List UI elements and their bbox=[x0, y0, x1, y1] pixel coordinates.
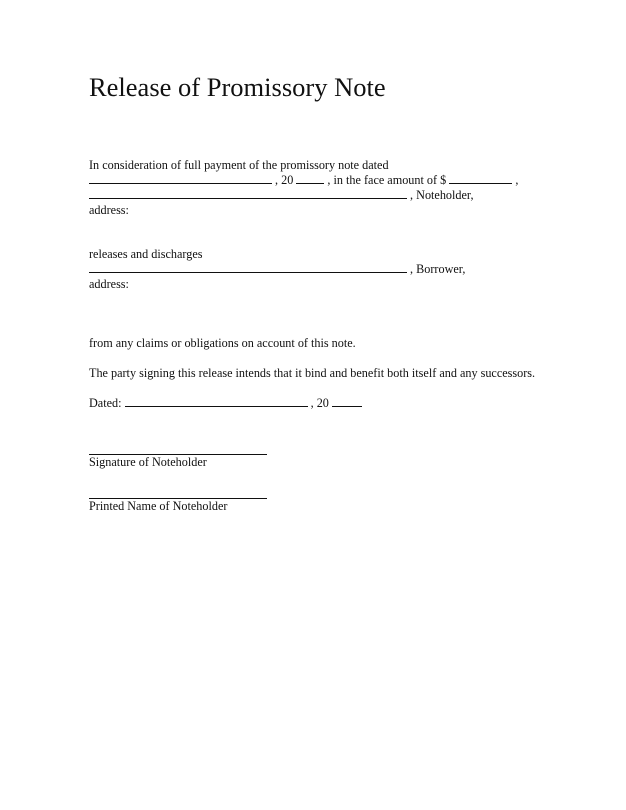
noteholder-name-field[interactable] bbox=[89, 188, 407, 199]
dated-year-prefix: , 20 bbox=[310, 396, 329, 410]
dated-date-field[interactable] bbox=[125, 396, 308, 407]
claims-text: from any claims or obligations on account of this note. bbox=[89, 336, 356, 350]
noteholder-label: , Noteholder, bbox=[410, 188, 474, 202]
note-date-line bbox=[89, 173, 518, 188]
consideration-text: In consideration of full payment of the promissory note dated bbox=[89, 158, 389, 172]
note-year-field[interactable] bbox=[296, 173, 324, 184]
trailing-comma: , bbox=[515, 173, 519, 187]
borrower-address-label: address: bbox=[89, 277, 129, 291]
releases-text: releases and discharges bbox=[89, 247, 203, 261]
dated-year-field[interactable] bbox=[332, 396, 362, 407]
noteholder-address-label: address: bbox=[89, 203, 129, 217]
dated-label: Dated: bbox=[89, 396, 122, 410]
document-title: Release of Promissory Note bbox=[89, 72, 386, 102]
consideration-line bbox=[89, 158, 389, 173]
bind-text: The party signing this release intends that it bind and benefit both itself and any successors. bbox=[89, 366, 536, 380]
face-amount-field[interactable] bbox=[449, 173, 512, 184]
printed-name-caption: Printed Name of Noteholder bbox=[89, 499, 228, 513]
releases-line bbox=[89, 247, 202, 262]
borrower-address-line bbox=[89, 277, 129, 292]
signature-caption: Signature of Noteholder bbox=[89, 455, 207, 469]
face-amount-label: , in the face amount of $ bbox=[327, 173, 447, 187]
year-prefix: , 20 bbox=[275, 173, 294, 187]
bind-line bbox=[89, 366, 535, 381]
borrower-line bbox=[89, 262, 465, 277]
dated-line bbox=[89, 396, 362, 411]
noteholder-line bbox=[89, 188, 474, 203]
borrower-name-field[interactable] bbox=[89, 262, 407, 273]
borrower-label: , Borrower, bbox=[410, 262, 466, 276]
note-date-field[interactable] bbox=[89, 173, 272, 184]
claims-line bbox=[89, 336, 356, 351]
noteholder-address-line bbox=[89, 203, 129, 218]
